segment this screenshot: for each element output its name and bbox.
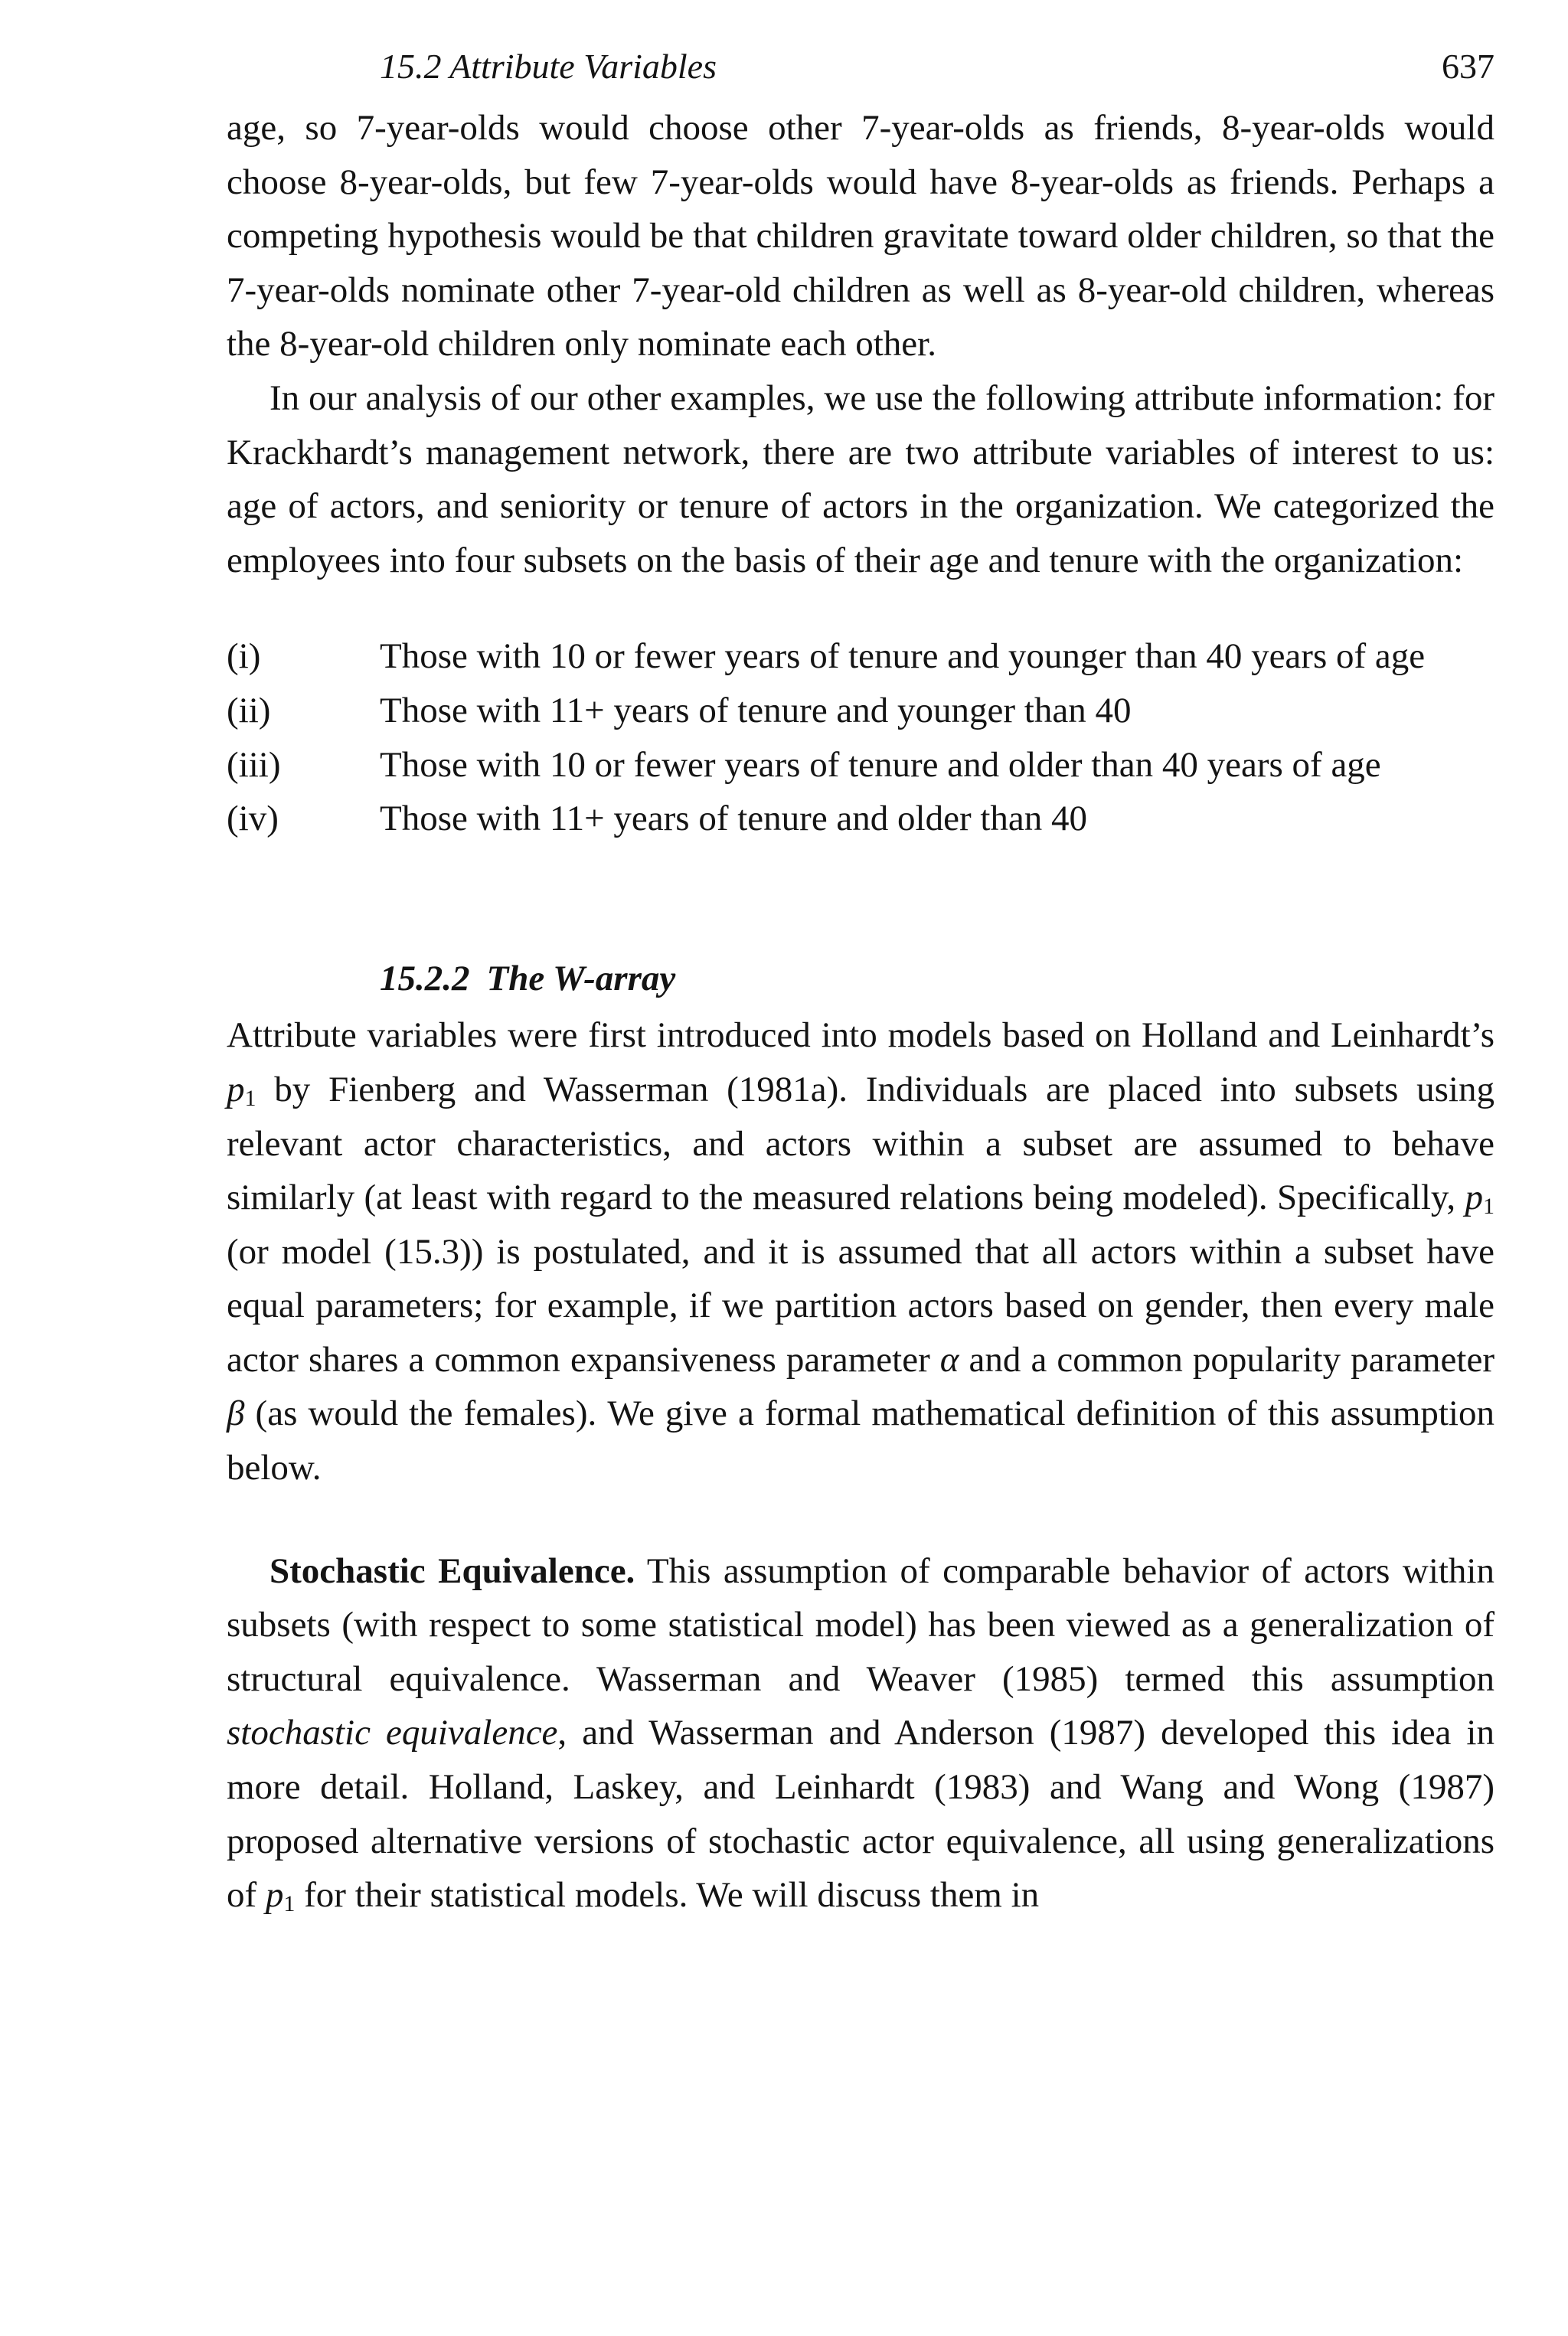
- p1-symbol: [266, 1875, 296, 1915]
- text-run: (or model (15.3)) is postulated, and it is assumed that all actors within a subset have equal parameters; for example, if we partition actors based on gender, then every male actor shares a common expansiveness parameter: [227, 1231, 1494, 1380]
- text-run: by Fienberg and Wasserman (1981a). Individuals are placed into subsets using relevant actor characteristics, and actors within a subset are assumed to behave similarly (at least with regard to the measured relations being modeled). Specifically,: [227, 1069, 1494, 1218]
- list-item: [227, 738, 1494, 792]
- math-base: p: [1465, 1178, 1483, 1218]
- p1-symbol: [227, 1070, 256, 1109]
- list-text: Those with 10 or fewer years of tenure and younger than 40 years of age: [380, 636, 1426, 677]
- section-number: 15.2.2: [380, 958, 470, 998]
- paragraph-w-array: [227, 1008, 1494, 1495]
- text-run: and a common popularity parameter: [959, 1339, 1494, 1380]
- list-marker: (ii): [227, 690, 271, 730]
- math-base: p: [227, 1069, 245, 1109]
- list-marker: (iv): [227, 799, 279, 839]
- math-subscript: 1: [1483, 1194, 1494, 1220]
- book-page: [227, 46, 1494, 1923]
- list-text: Those with 11+ years of tenure and older than 40: [380, 799, 1088, 839]
- alpha-symbol: α: [939, 1339, 959, 1380]
- text-run: Attribute variables were first introduced into models based on Holland and Leinhardt’s: [227, 1015, 1494, 1056]
- paragraph-attribute-info: In our analysis of our other examples, we use the following attribute information: for Krackhardt’s management network, there are two attribute variables of interest to us: age of actors, and seniority or tenure of actors in the organization. We categorized the employees into four subsets on the basis of their age and tenure with the organization:: [227, 377, 1494, 580]
- list-item: [227, 684, 1494, 738]
- list-item: [227, 629, 1494, 684]
- text-run: for their statistical models. We will discuss them in: [295, 1875, 1040, 1916]
- text-run: (as would the females). We give a formal mathematical definition of this assumption below.: [227, 1393, 1494, 1488]
- page-number: 637: [1442, 47, 1494, 86]
- emphasized-term: stochastic equivalence: [227, 1713, 558, 1753]
- running-header: [227, 46, 1494, 101]
- list-marker: (i): [227, 636, 261, 677]
- math-subscript: 1: [244, 1085, 256, 1111]
- list-item: [227, 792, 1494, 846]
- paragraph-lead: Stochastic Equivalence.: [270, 1550, 635, 1591]
- section-heading: [227, 952, 1494, 1006]
- list-text: Those with 11+ years of tenure and younger than 40: [380, 690, 1132, 730]
- paragraph-continuation: age, so 7-year-olds would choose other 7-year-olds as friends, 8-year-olds would choose 8-year-olds, but few 7-year-olds would have 8-year-olds as friends. Perhaps a competing hypothesis would be that children gravitate toward older children, so that the 7-year-olds nominate other 7-year-old children as well as 8-year-old children, whereas the 8-year-old children only nominate each other.: [227, 108, 1494, 364]
- list-marker: (iii): [227, 744, 281, 785]
- paragraph-stochastic-equivalence: [227, 1544, 1494, 1923]
- subset-list: [227, 629, 1494, 845]
- p1-symbol: [1465, 1178, 1495, 1220]
- text-run: , and Wasserman and Anderson (1987) developed this idea in more detail. Holland, Laskey, and Leinhardt (1983) and Wang and Wong (1987) proposed alternative versions of stochastic actor equivalence, all using generalizations of: [227, 1713, 1494, 1916]
- math-subscript: 1: [283, 1891, 296, 1917]
- section-title: The W-array: [486, 958, 676, 998]
- text-run: This assumption of comparable behavior of actors within subsets (with respect to some statistical model) has been viewed as a generalization of structural equivalence. Wasserman and Weaver (1985) termed this assumption: [227, 1550, 1494, 1699]
- math-base: p: [265, 1875, 284, 1916]
- list-text: Those with 10 or fewer years of tenure and older than 40 years of age: [380, 744, 1381, 785]
- running-title: 15.2 Attribute Variables: [380, 47, 717, 86]
- beta-symbol: β: [227, 1393, 245, 1434]
